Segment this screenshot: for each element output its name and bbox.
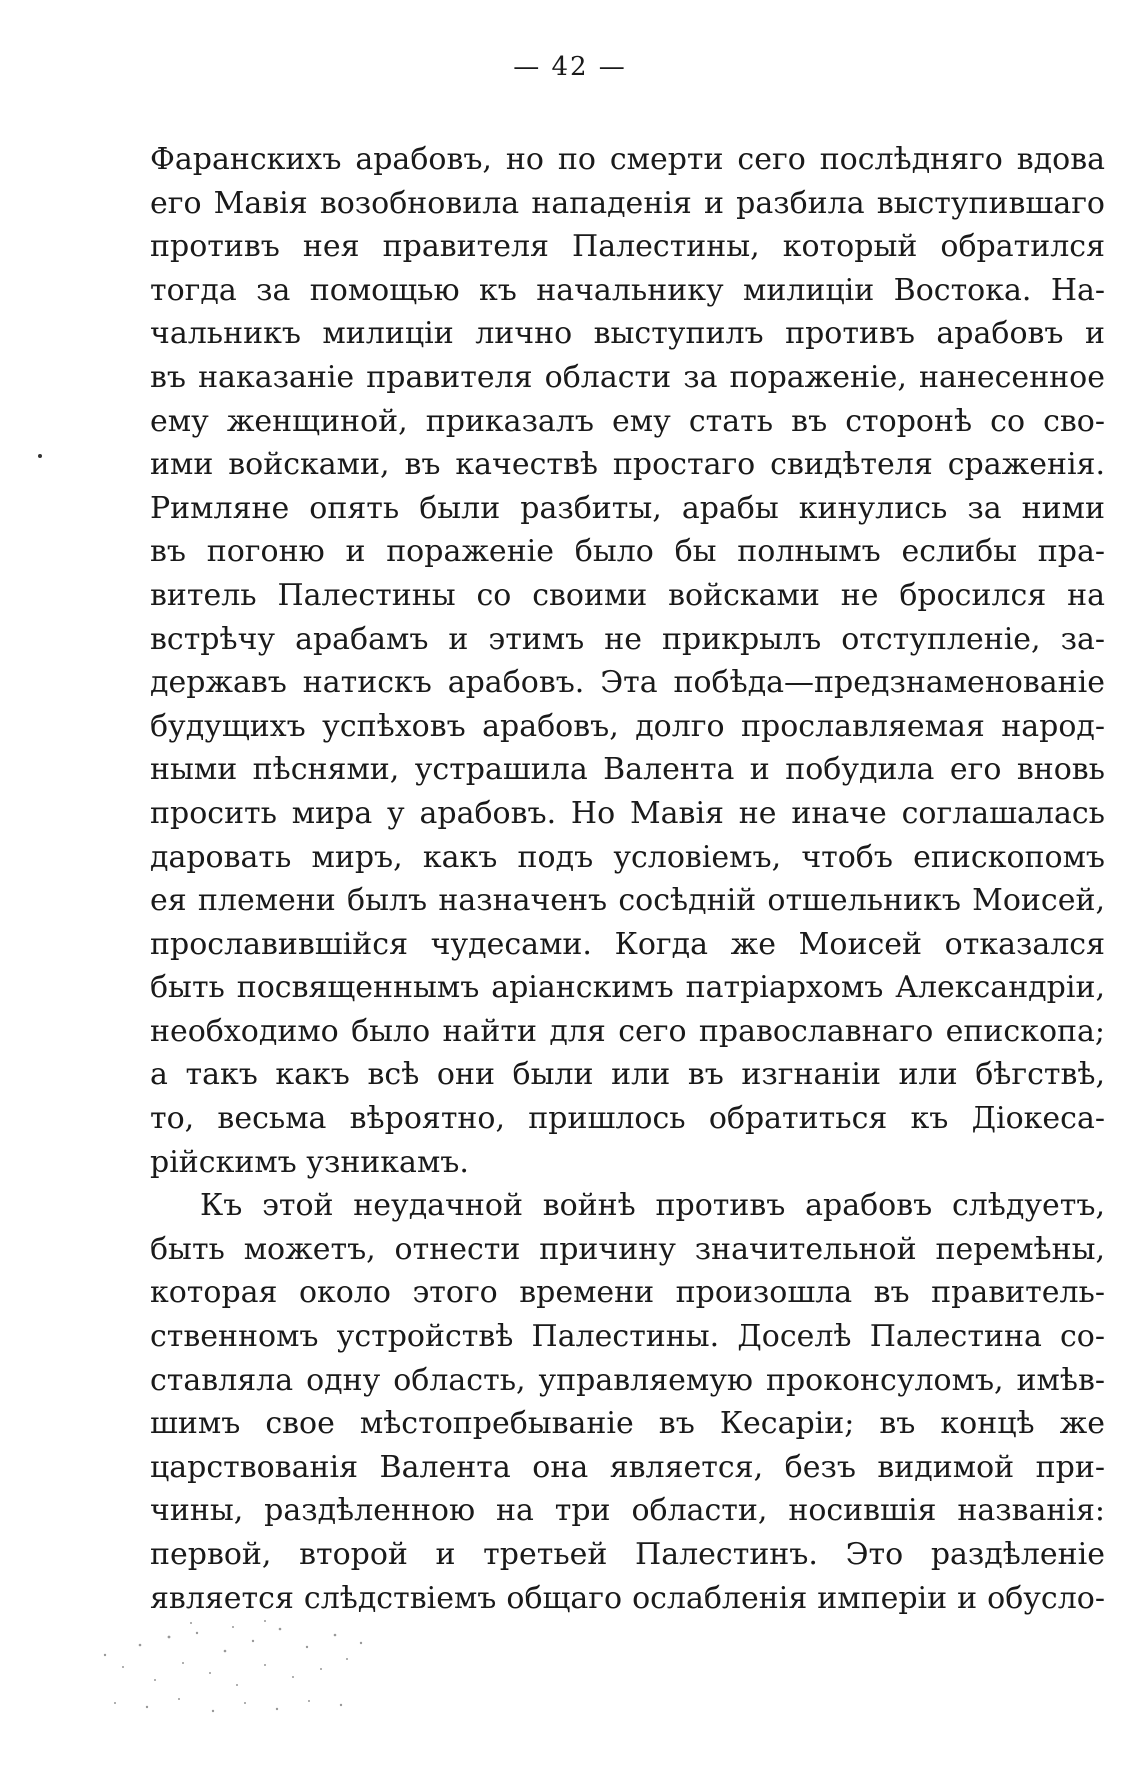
scan-noise bbox=[95, 1615, 415, 1725]
text-line: рійскимъ узникамъ. bbox=[150, 1144, 469, 1180]
text-line: быть посвященнымъ аріанскимъ патріархомъ Александріи, bbox=[150, 970, 1105, 1006]
text-line: Римляне опять были разбиты, арабы кинулись за ними bbox=[150, 490, 1105, 526]
text-line: его Мавія возобновила нападенія и разбила выступившаго bbox=[150, 185, 1105, 221]
text-line: царствованія Валента она является, безъ видимой при- bbox=[150, 1449, 1105, 1485]
text-line: является слѣдствіемъ общаго ослабленія имперіи и обусло- bbox=[150, 1580, 1105, 1616]
text-line: просить мира у арабовъ. Но Мавія не иначе соглашалась bbox=[150, 795, 1105, 831]
text-line: ими войсками, въ качествѣ простаго свидѣтеля сраженія. bbox=[150, 447, 1105, 483]
text-line: которая около этого времени произошла въ правитель- bbox=[150, 1275, 1105, 1311]
text-line: то, весьма вѣроятно, пришлось обратиться къ Діокеса- bbox=[150, 1101, 1105, 1137]
text-line: ными пѣснями, устрашила Валента и побудила его вновь bbox=[150, 752, 1105, 788]
text-line: ставляла одну область, управляемую проконсуломъ, имѣв- bbox=[150, 1362, 1105, 1398]
text-line: необходимо было найти для сего православнаго епископа; bbox=[150, 1013, 1105, 1049]
text-line: державъ натискъ арабовъ. Эта побѣда—предзнаменованіе bbox=[150, 665, 1105, 701]
text-line: Къ этой неудачной войнѣ противъ арабовъ слѣдуетъ, bbox=[200, 1188, 1105, 1224]
text-line: чины, раздѣленною на три области, носившія названія: bbox=[150, 1493, 1105, 1529]
text-line: чальникъ милиціи лично выступилъ противъ арабовъ и bbox=[150, 316, 1105, 352]
text-line: прославившійся чудесами. Когда же Моисей отказался bbox=[150, 926, 1105, 962]
text-line: въ наказаніе правителя области за пораженіе, нанесенное bbox=[150, 359, 1105, 395]
text-line: будущихъ успѣховъ арабовъ, долго прославляемая народ- bbox=[150, 708, 1105, 744]
text-line: даровать миръ, какъ подъ условіемъ, чтобъ епископомъ bbox=[150, 839, 1105, 875]
paragraph-2 bbox=[150, 1184, 1105, 1620]
scan-speck bbox=[38, 454, 42, 458]
text-line: противъ нея правителя Палестины, который обратился bbox=[150, 229, 1105, 265]
text-line: тогда за помощью къ начальнику милиціи Востока. На- bbox=[150, 272, 1105, 308]
text-line: ея племени былъ назначенъ сосѣдній отшельникъ Моисей, bbox=[150, 883, 1105, 919]
text-line: Фаранскихъ арабовъ, но по смерти сего послѣдняго вдова bbox=[150, 142, 1105, 177]
text-line: а такъ какъ всѣ они были или въ изгнаніи или бѣгствѣ, bbox=[150, 1057, 1105, 1093]
page-number: — 42 — bbox=[513, 52, 627, 82]
body-text bbox=[150, 138, 1105, 1620]
text-line: ему женщиной, приказалъ ему стать въ сторонѣ со сво- bbox=[150, 403, 1105, 439]
text-line: витель Палестины со своими войсками не бросился на bbox=[150, 577, 1105, 613]
text-line: въ погоню и пораженіе было бы полнымъ еслибы пра- bbox=[150, 534, 1105, 570]
text-line: встрѣчу арабамъ и этимъ не прикрылъ отступленіе, за- bbox=[150, 621, 1105, 657]
text-line: ственномъ устройствѣ Палестины. Доселѣ Палестина со- bbox=[150, 1319, 1105, 1355]
text-line: быть можетъ, отнести причину значительной перемѣны, bbox=[150, 1231, 1105, 1267]
text-line: первой, второй и третьей Палестинъ. Это раздѣленіе bbox=[150, 1537, 1105, 1572]
text-line: шимъ свое мѣстопребываніе въ Кесаріи; въ концѣ же bbox=[150, 1406, 1105, 1442]
paragraph-1 bbox=[150, 138, 1105, 1184]
